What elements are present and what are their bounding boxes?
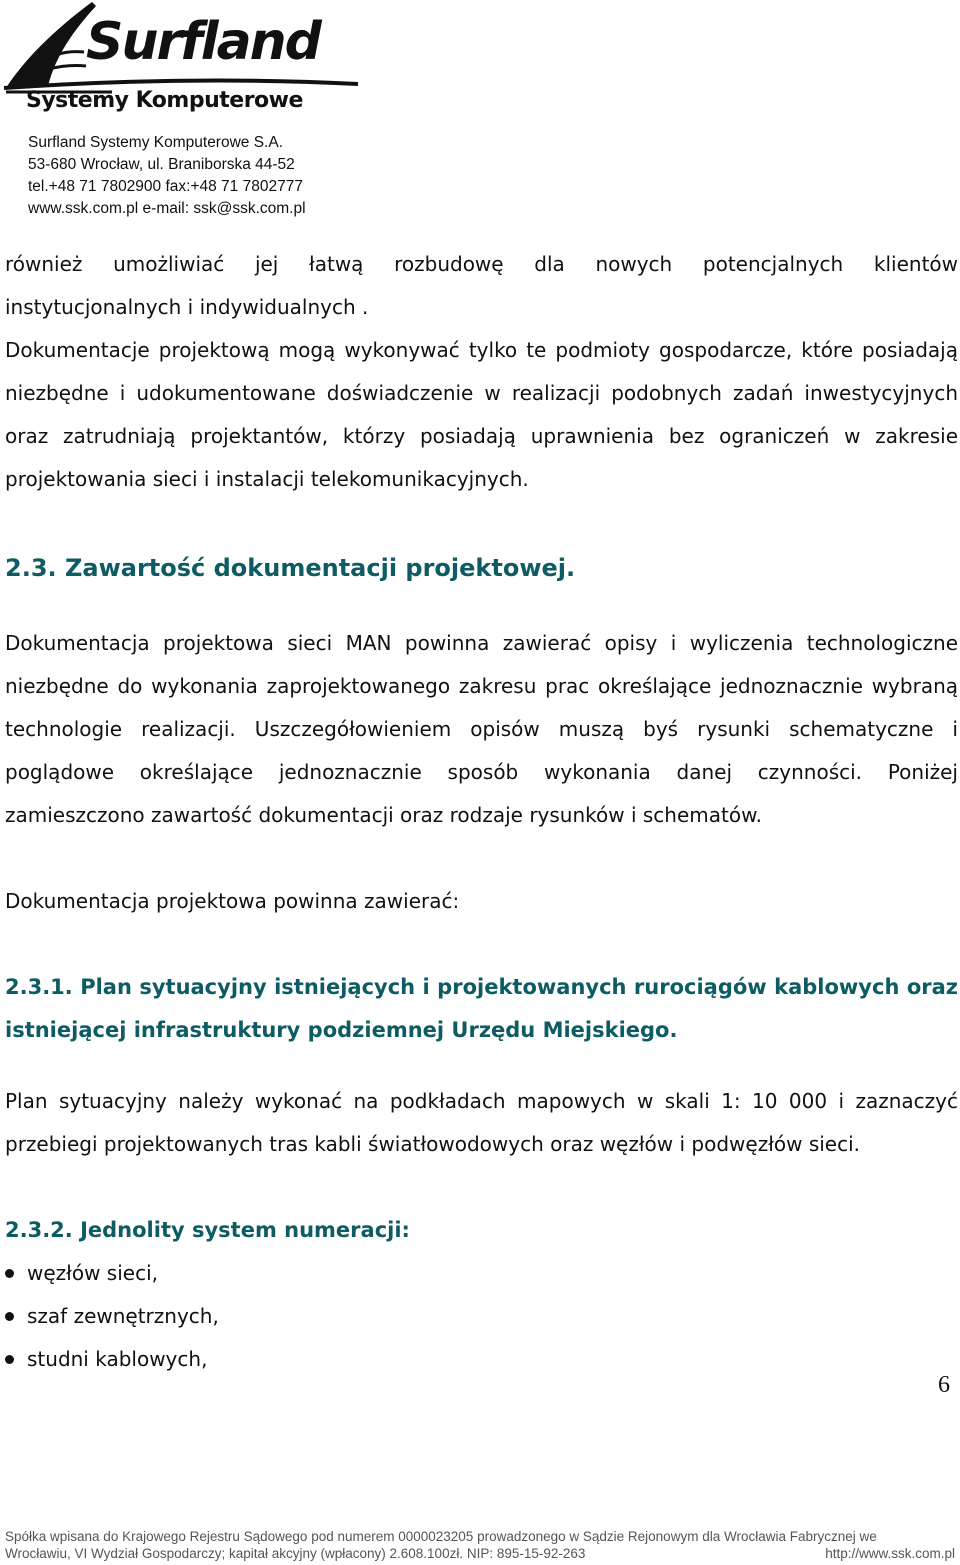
list-item: [5, 1252, 219, 1295]
footer-line: [5, 1528, 955, 1545]
contact-phone: tel.+48 71 7802900 fax:+48 71 7802777: [28, 178, 303, 195]
paragraph-line: instytucjonalnych i indywidualnych .: [5, 295, 369, 319]
paragraph-line: również umożliwiać jej łatwą rozbudowę dla nowych potencjalnych klientów: [5, 252, 958, 276]
list-item-text: węzłów sieci,: [27, 1261, 158, 1285]
contact-address: 53-680 Wrocław, ul. Braniborska 44-52: [28, 156, 295, 173]
paragraph-plan: [5, 1080, 958, 1166]
paragraph-text: Dokumentacja projektowa sieci MAN powinna zawierać opisy i wyliczenia technologiczne niezbędne do wykonania zaprojektowanego zakresu prac określające jednoznacznie wybraną technologie realizacji. Uszczegółowieniem opisów muszą byś rysunki schematyczne i poglądowe określające jednoznacznie sposób wykonania danej czynności. Poniżej zamieszczono zawartość dokumentacji oraz rodzaje rysunków i schematów.: [5, 631, 958, 827]
paragraph-intro: [5, 243, 958, 501]
contact-company: Surfland Systemy Komputerowe S.A.: [28, 134, 284, 151]
list-item-text: studni kablowych,: [27, 1347, 208, 1371]
numbering-list: [5, 1252, 219, 1381]
paragraph-lead: [5, 880, 958, 923]
list-item: [5, 1338, 219, 1381]
footer-line: [5, 1545, 955, 1562]
paragraph-text: Dokumentacja projektowa powinna zawierać:: [5, 889, 460, 913]
letterhead: [0, 0, 380, 225]
bullet-icon: [5, 1312, 14, 1321]
section-heading: 2.3. Zawartość dokumentacji projektowej.: [5, 554, 576, 582]
page-footer: [5, 1528, 955, 1562]
paragraph-body: [5, 622, 958, 837]
paragraph-text: Plan sytuacyjny należy wykonać na podkładach mapowych w skali 1: 10 000 i zaznaczyć przebiegi projektowanych tras kabli światłowodowych oraz węzłów i podwęzłów sieci.: [5, 1089, 958, 1156]
list-item: [5, 1295, 219, 1338]
page-number: 6: [938, 1372, 950, 1398]
paragraph-text: Dokumentacje projektową mogą wykonywać tylko te podmioty gospodarcze, które posiadają niezbędne i udokumentowane doświadczenie w realizacji podobnych zadań inwestycyjnych oraz zatrudniają projektantów, którzy posiadają uprawnienia bez ograniczeń w zakresie projektowania sieci i instalacji telekomunikacyjnych.: [5, 338, 958, 491]
bullet-icon: [5, 1355, 14, 1364]
logo-wordmark: Surfland: [86, 12, 320, 72]
contact-web: www.ssk.com.pl e-mail: ssk@ssk.com.pl: [28, 200, 306, 217]
footer-company-info: Wrocławiu, VI Wydział Gospodarczy; kapitał akcyjny (wpłacony) 2.608.100zł. NIP: 895-15-92-263: [5, 1546, 586, 1561]
contact-block: [28, 132, 306, 220]
subsection-heading: 2.3.1. Plan sytuacyjny istniejących i projektowanych rurociągów kablowych oraz istniejącej infrastruktury podziemnej Urzędu Miejskiego.: [5, 975, 958, 1042]
footer-website-link[interactable]: http://www.ssk.com.pl: [825, 1546, 955, 1561]
footer-registration: Spółka wpisana do Krajowego Rejestru Sądowego pod numerem 0000023205 prowadzonego w Sądzie Rejonowym dla Wrocławia Fabrycznej we: [5, 1529, 877, 1544]
bullet-icon: [5, 1269, 14, 1278]
logo-subtitle: Systemy Komputerowe: [26, 88, 303, 113]
list-item-text: szaf zewnętrznych,: [27, 1304, 219, 1328]
subsection-heading: 2.3.2. Jednolity system numeracji:: [5, 1218, 410, 1242]
